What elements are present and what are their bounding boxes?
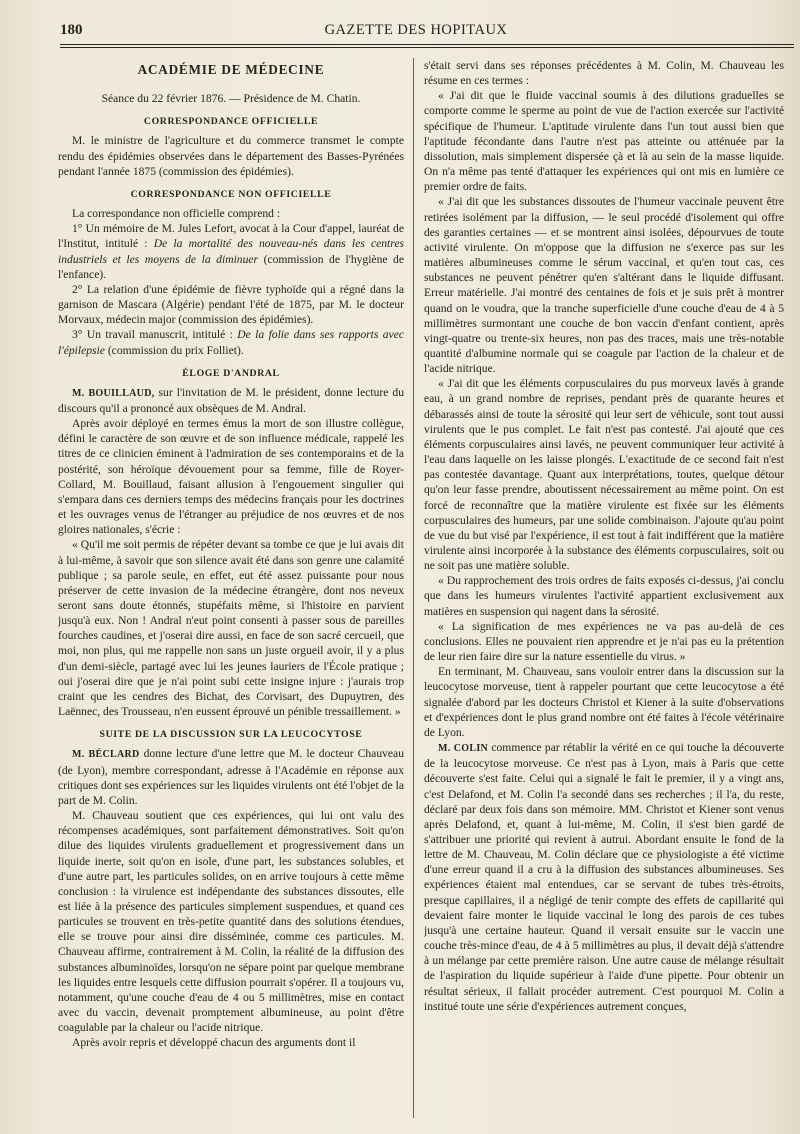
- subhead-discussion: SUITE DE LA DISCUSSION SUR LA LEUCOCYTOSE: [99, 729, 363, 741]
- subhead-nonofficial: CORRESPONDANCE NON OFFICIELLE: [130, 188, 332, 200]
- eloge-paragraph-2: Après avoir déployé en termes émus la mort de son illustre collègue, défini le caractère de son œuvre et de son influence médicale, rappelé les titres de ce clinicien éminent à l'admiration de ses contemporains et de la postérité, son héroïque dévouement pour sa femme, fille de Royer-Collard, M. Bouillaud, faisant allusion à l'engouement singulier qui s'empara dans ces derniers temps des médecins français pour les doctrines et les ouvrages venus de l'étranger au préjudice de nos œuvres et de nos gloires nationales, s'écrie :: [58, 417, 404, 537]
- right-paragraph-6: « La signification de mes expériences ne va pas au-delà de ces conclusions. Elles ne pouvaient rien apprendre et je n'ai pas eu la prétention de leur rien faire dire sur la nature essentielle du virus. »: [424, 619, 784, 664]
- right-paragraph-8: M. COLIN commence par rétablir la vérité en ce qui touche la découverte de la leucocytose morveuse. Ce n'est pas à Lyon, mais à Paris que cette découverte s'est faite. Celui qui a signalé le fait le premier, il y a vingt ans, c'est Delafond, et M. Colin l'a secondé dans ses recherches ; il l'a, du reste, déclaré par deux fois dans son mémoire. MM. Christot et Kiener sont venus après Delafond, et, quant à lui-même, M. Colin, il s'est bien gardé de s'attribuer une priorité qui revient à autrui. Abordant ensuite le fond de la lettre de M. Chauveau, M. Colin déclare que ce physiologiste a été victime d'une erreur quand il a cru à la diffusion des substances albumineuses. Ses expériences étaient mal entendues, car se servant de tubes très-étroits, presque capillaires, il a négligé de tenir compte des effets de capillarité qui devaient faire monter le liquide vaccinal le long des parois de ces tubes jusqu'à une certaine hauteur. Quand il versait ensuite sur le vaccin une couche très-mince d'eau, de 4 à 5 millimètres au plus, il devait déjà s'attendre à un mélange par cette première raison. Une autre cause de mélange résultait de l'aspiration du liquide supérieur à l'aide d'une pipette. Pour obtenir un résultat sérieux, il fallait procéder autrement. C'est pourquoi M. Colin a institué toute une série d'expériences autrement conçues,: [424, 741, 784, 1013]
- discussion-paragraph-2: M. Chauveau soutient que ces expériences, qui lui ont valu des récompenses académiques, sont parfaitement démonstratives. Soit qu'on dilue des liquides virulents graduellement et progressivement dans un liquide inerte, soit qu'on en isole, d'une part, les substances solubles, et d'une autre part, les particules solides, on en arrive toujours à cette même conclusion : la virulence est indépendante des substances dissoutes, elle est liée à la présence des particules simplement suspendues, et quand ces particules se trouvent en très-petite quantité dans des solutions étendues, elle se trouve pour ainsi dire disséminée, comme ces particules. M. Chauveau affirme, contrairement à M. Colin, la réalité de la diffusion des substances albuminoïdes, lorsqu'on ne sépare point par quelque membrane les liquides entre lesquels cette diffusion pourrait s'opérer. Il a toujours vu, notamment, qu'une couche d'eau de 4 ou 5 millimètres, mise en contact avec du vaccin, devenait promptement albumineuse, au point d'être coagulable par la chaleur ou l'acide nitrique.: [58, 809, 404, 1035]
- running-head: [60, 18, 772, 42]
- speaker-colin: M. COLIN: [438, 743, 489, 755]
- right-paragraph-7: En terminant, M. Chauveau, sans vouloir entrer dans la discussion sur la leucocytose morveuse, tient à rappeler pourtant que cette leucocytose a été signalée d'abord par les docteurs Christol et Kiener à la suite d'observations et d'expériences dont le plus grand nombre ont été faites à l'école vétérinaire de Lyon.: [424, 665, 784, 739]
- nonofficial-item-3: 3° Un travail manuscrit, intitulé : De la folie dans ses rapports avec l'épilepsie (commission du prix Folliet).: [58, 328, 404, 357]
- right-paragraph-4: « J'ai dit que les éléments corpusculaires du pus morveux lavés à grande eau, à un grand nombre de reprises, pendant près de quarante heures et débarassés ainsi de toute la sérosité qui leur sert de véhicule, sont tout aussi virulents que le pus complet. Le fait n'est pas contesté. J'ai ajouté que ces éléments corpusculaires ainsi lavés, ne peuvent communiquer leur activité à l'eau dans laquelle on les laisse plongés. L'exactitude de ce second fait n'est pas contestée davantage. Quant aux interprétations, toutes, quelque détour qu'on leur fasse prendre, aboutissent nécessairement au même point. On est forcé de reconnaître que la matière virulente est fixée sur les éléments corpusculaires des humeurs, par une solide combinaison. J'ajoute qu'au point de vue du but visé par l'expérience, il est tout à fait indifférent que la matière virulente ainsi incorporée à la substance des éléments corpusculaires, soit ou ne soit pas une matière soluble.: [424, 377, 784, 573]
- discussion-paragraph-1: M. BÉCLARD donne lecture d'une lettre que M. le docteur Chauveau (de Lyon), membre correspondant, adresse à l'Académie en réponse aux critiques dont ses expériences sur les liquides virulents ont été l'objet de la part de M. Colin.: [58, 747, 404, 807]
- right-paragraph-2: « J'ai dit que le fluide vaccinal soumis à des dilutions graduelles se comporte comme le sperme au point de vue de l'action exercée sur l'activité spécifique de l'humeur. L'aptitude virulente dans l'un tout aussi bien que l'aptitude fécondante dans l'autre n'est pas atteinte ou atténuée par la dissolution, mais simplement dispersée çà et là au sein de la masse liquide. On n'a même pas tenté d'attaquer les expériences qui ont mis en lumière ce premier ordre de faits.: [424, 89, 784, 194]
- right-paragraph-1: s'était servi dans ses réponses précédentes à M. Colin, M. Chauveau les résume en ces termes :: [424, 59, 784, 88]
- right-paragraph-3: « J'ai dit que les substances dissoutes de l'humeur vaccinale peuvent être retirées isolément par la diffusion, — le seul procédé d'isolement qui offre des garanties certaines — et se montrent ainsi isolées, dépourvues de toute activité virulente. On m'oppose que la diffusion ne s'exerce pas sur les matières albumineuses comme le sérum vaccinal, et qu'en tout cas, ces substances ne peuvent pénétrer qu'en s'altérant dans le liquide diffusant. Erreur matérielle. J'ai montré des centaines de fois et je suis prêt à montrer quand on le voudra, que la tranche superficielle d'une couche d'eau de 4 à 5 millimètres surmontant une couche de bon vaccin d'enfant contient, après vingt-quatre ou trente-six heures, non pas des traces, mais une très-notable quantité d'albumine normale qui se coagule par l'action de la chaleur et de l'acide nitrique.: [424, 195, 784, 376]
- nonofficial-intro: La correspondance non officielle comprend :: [72, 207, 281, 221]
- left-column: [58, 58, 404, 1118]
- official-paragraph: M. le ministre de l'agriculture et du commerce transmet le compte rendu des épidémies observées dans le département des Basses-Pyrénées pendant l'année 1875 (commission des épidémies).: [58, 134, 404, 178]
- nonofficial-item-1: 1° Un mémoire de M. Jules Lefort, avocat à la Cour d'appel, lauréat de l'Institut, intitulé : De la mortalité des nouveau-nés dans les centres industriels et les moyens de la diminuer (commission de l'hygiène de l'enfance).: [58, 222, 404, 281]
- session-line: Séance du 22 février 1876. — Présidence de M. Chatin.: [101, 92, 361, 106]
- right-column: [424, 58, 784, 1118]
- section-title: ACADÉMIE DE MÉDECINE: [137, 62, 325, 77]
- journal-name: GAZETTE DES HOPITAUX: [324, 22, 508, 38]
- column-divider: [413, 58, 414, 1118]
- header-rule: [60, 44, 794, 48]
- item1-title: De la mortalité des nouveau-nés dans les centres industriels et les moyens de la diminuer: [58, 237, 404, 266]
- speaker-beclard: M. BÉCLARD: [72, 749, 140, 761]
- speaker-bouillaud: M. BOUILLAUD,: [72, 387, 155, 399]
- right-paragraph-5: « Du rapprochement des trois ordres de faits exposés ci-dessus, j'ai conclu que dans les humeurs virulentes l'activité appartient exclusivement aux matières en suspension qui nagent dans la sérosité.: [424, 574, 784, 618]
- subhead-official: CORRESPONDANCE OFFICIELLE: [143, 116, 319, 128]
- eloge-paragraph-3: « Qu'il me soit permis de répéter devant sa tombe ce que je lui avais dit à lui-même, à savoir que son silence avait été dans son genre une calamité publique ; sa parole seule, en effet, eut été assez puissante pour nous préserver de cette invasion de la médecine étrangère, dont nos neveux seront sans doute étonnés, stupéfaits même, si l'histoire en parvient jusqu'à eux. Non ! Andral n'eut point consenti à passer sous de pareilles fourches caudines, et j'oserai dire aussi, en face de son sacré cercueil, que moi, non plus, qui me rappelle non sans un juste orgueil avoir, il y a plus d'un demi-siècle, partagé avec lui les jeunes lauriers de l'École pratique ; oui j'oserai dire que je n'ai point subi cette insigne injure : j'aurais trop craint que les cendres des Bichat, des Corvisart, des Dupuytren, des Laënnec, des Trousseau, n'en eussent éprouvé un pénible tressaillement. »: [58, 538, 404, 719]
- discussion-paragraph-3: Après avoir repris et développé chacun des arguments dont il: [72, 1036, 356, 1050]
- page-number: 180: [60, 22, 83, 38]
- eloge-paragraph-1: M. BOUILLAUD, sur l'invitation de M. le président, donne lecture du discours qu'il a prononcé aux obsèques de M. Andral.: [58, 385, 404, 415]
- nonofficial-item-2: 2° La relation d'une épidémie de fièvre typhoïde qui a régné dans la garnison de Mascara (Algérie) pendant l'été de 1875, par M. le docteur Morvaux, médecin major (commission des épidémies).: [58, 282, 404, 327]
- item3-title: De la folie dans ses rapports avec l'épilepsie: [58, 328, 404, 357]
- subhead-eloge: ÉLOGE D'ANDRAL: [182, 367, 280, 379]
